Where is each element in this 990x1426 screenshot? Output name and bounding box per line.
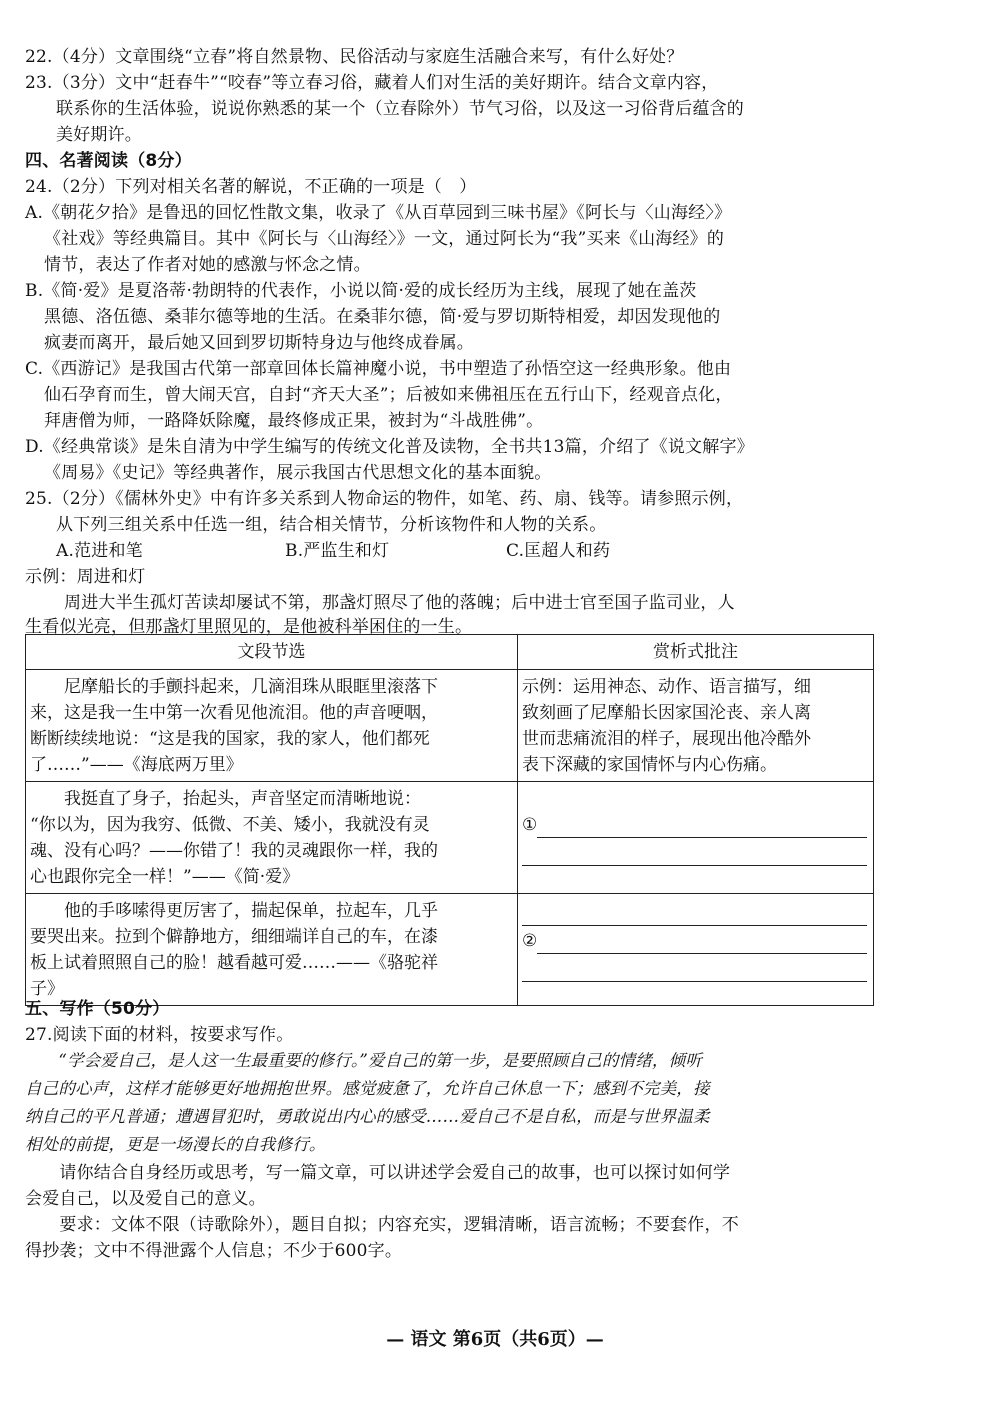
table-header-excerpt: 文段节选 <box>26 635 518 670</box>
question-25-option-c: C.匡超人和药 <box>506 541 611 561</box>
table-row <box>26 894 874 1006</box>
excerpt-line: 子》 <box>30 979 64 999</box>
table-row <box>26 782 874 894</box>
option-c-line-3: 拜唐僧为师，一路降妖除魔，最终修成正果，被封为“斗战胜佛”。 <box>44 411 544 431</box>
excerpt-line: 他的手哆嗦得更厉害了，揣起保单，拉起车，几乎 <box>30 901 438 921</box>
question-23-line-1: 23.（3分）文中“赶春牛”“咬春”等立春习俗，藏着人们对生活的美好期许。结合文章内容， <box>25 73 719 93</box>
option-b-line-1: B.《简·爱》是夏洛蒂·勃朗特的代表作，小说以简·爱的成长经历为主线，展现了她在盖茨 <box>25 281 697 301</box>
question-24-stem: 24.（2分）下列对相关名著的解说，不正确的一项是（ ） <box>25 177 477 197</box>
question-25-example-line-2: 生看似光亮，但那盏灯里照见的，是他被科举困住的一生。 <box>25 617 473 637</box>
page-footer: — 语文 第6页（共6页）— <box>386 1329 604 1350</box>
question-23-line-2: 联系你的生活体验，说说你熟悉的某一个（立春除外）节气习俗，以及这一习俗背后蕴含的 <box>56 99 744 119</box>
excerpt-line: 断断续续地说：“这是我的国家，我的家人，他们都死 <box>30 729 430 749</box>
option-c-line-2: 仙石孕育而生，曾大闹天宫，自封“齐天大圣”；后被如来佛祖压在五行山下，经观音点化， <box>44 385 733 405</box>
writing-prompt-line-1: 请你结合自身经历或思考，写一篇文章，可以讲述学会爱自己的故事，也可以探讨如何学 <box>25 1163 731 1183</box>
excerpt-line: “你以为，因为我穷、低微、不美、矮小，我就没有灵 <box>30 815 430 835</box>
answer-blank-1b[interactable] <box>522 843 867 866</box>
writing-requirements-line-2: 得抄袭；文中不得泄露个人信息；不少于600字。 <box>25 1241 403 1261</box>
section-5-title: 五、写作（50分） <box>25 999 170 1019</box>
blank-marker: ① <box>522 815 538 835</box>
annotation-line: 世而悲痛流泪的样子，展现出他冷酷外 <box>522 729 811 749</box>
option-b-line-3: 疯妻而离开，最后她又回到罗切斯特身边与他终成眷属。 <box>44 333 474 353</box>
question-25-option-b: B.严监生和灯 <box>285 541 390 561</box>
question-27-stem: 27.阅读下面的材料，按要求写作。 <box>25 1025 294 1045</box>
material-line-3: 纳自己的平凡普通；遭遇冒犯时，勇敢说出内心的感受……爱自己不是自私，而是与世界温柔 <box>25 1107 710 1126</box>
question-25-line-2: 从下列三组关系中任选一组，结合相关情节，分析该物件和人物的关系。 <box>56 515 607 535</box>
excerpt-line: 要哭出来。拉到个僻静地方，细细端详自己的车，在漆 <box>30 927 438 947</box>
annotation-answer-cell <box>518 782 874 894</box>
material-line-1: “学会爱自己，是人这一生最重要的修行。”爱自己的第一步，是要照顾自己的情绪，倾听 <box>25 1051 703 1070</box>
option-d-line-2: 《周易》《史记》等经典著作，展示我国古代思想文化的基本面貌。 <box>44 463 552 483</box>
question-25-option-a: A.范进和笔 <box>56 541 143 561</box>
question-25-line-1: 25.（2分）《儒林外史》中有许多关系到人物命运的物件，如笔、药、扇、钱等。请参照示例， <box>25 489 744 509</box>
material-line-2: 自己的心声，这样才能够更好地拥抱世界。感觉疲惫了，允许自己休息一下；感到不完美，接 <box>25 1079 710 1098</box>
excerpt-line: 尼摩船长的手颤抖起来，几滴泪珠从眼眶里滚落下 <box>30 677 438 697</box>
reading-notes-table <box>25 634 874 1006</box>
option-c-line-1: C.《西游记》是我国古代第一部章回体长篇神魔小说，书中塑造了孙悟空这一经典形象。他由 <box>25 359 732 379</box>
answer-blank-2b[interactable] <box>522 959 867 982</box>
writing-requirements-line-1: 要求：文体不限（诗歌除外），题目自拟；内容充实，逻辑清晰，语言流畅；不要套作，不 <box>25 1215 739 1235</box>
material-line-4: 相处的前提，更是一场漫长的自我修行。 <box>25 1135 326 1154</box>
answer-blank-2[interactable] <box>537 931 867 954</box>
annotation-line: 表下深藏的家国情怀与内心伤痛。 <box>522 755 777 775</box>
option-a-line-3: 情节，表达了作者对她的感激与怀念之情。 <box>44 255 371 275</box>
writing-prompt-line-2: 会爱自己，以及爱自己的意义。 <box>25 1189 266 1209</box>
blank-marker: ② <box>522 931 538 951</box>
excerpt-cell <box>26 894 518 1006</box>
question-23-line-3: 美好期许。 <box>56 125 142 145</box>
excerpt-line: 了……”——《海底两万里》 <box>30 755 243 775</box>
excerpt-cell <box>26 782 518 894</box>
annotation-line: 致刻画了尼摩船长因家国沦丧、亲人离 <box>522 703 811 723</box>
annotation-line: 示例：运用神态、动作、语言描写，细 <box>522 677 811 697</box>
excerpt-line: 来，这是我一生中第一次看见他流泪。他的声音哽咽， <box>30 703 438 723</box>
excerpt-line: 我挺直了身子，抬起头，声音坚定而清晰地说： <box>30 789 421 809</box>
annotation-cell <box>518 670 874 782</box>
answer-blank-2a[interactable] <box>522 903 867 926</box>
option-d-line-1: D.《经典常谈》是朱自清为中学生编写的传统文化普及读物，全书共13篇，介绍了《说文解字》 <box>25 437 754 457</box>
annotation-answer-cell <box>518 894 874 1006</box>
excerpt-line: 心也跟你完全一样！”——《简·爱》 <box>30 867 300 887</box>
table-header-annotation: 赏析式批注 <box>518 635 874 670</box>
excerpt-line: 板上试着照照自己的脸！越看越可爱……——《骆驼祥 <box>30 953 438 973</box>
excerpt-cell <box>26 670 518 782</box>
question-25-example-line-1: 周进大半生孤灯苦读却屡试不第，那盏灯照尽了他的落魄；后中进士官至国子监司业，人 <box>64 593 735 613</box>
option-a-line-2: 《社戏》等经典篇目。其中《阿长与〈山海经〉》一文，通过阿长为“我”买来《山海经》的 <box>44 229 725 249</box>
question-22: 22.（4分）文章围绕“立春”将自然景物、民俗活动与家庭生活融合来写，有什么好处？ <box>25 47 684 67</box>
excerpt-line: 魂、没有心吗？——你错了！我的灵魂跟你一样，我的 <box>30 841 438 861</box>
question-25-example-title: 示例：周进和灯 <box>25 567 146 587</box>
option-b-line-2: 黑德、洛伍德、桑菲尔德等地的生活。在桑菲尔德，简·爱与罗切斯特相爱，却因发现他的 <box>44 307 721 327</box>
answer-blank-1[interactable] <box>537 815 867 838</box>
section-4-title: 四、名著阅读（8分） <box>25 151 192 171</box>
option-a-line-1: A.《朝花夕拾》是鲁迅的回忆性散文集，收录了《从百草园到三味书屋》《阿长与〈山海经〉》 <box>25 203 732 223</box>
table-row <box>26 670 874 782</box>
